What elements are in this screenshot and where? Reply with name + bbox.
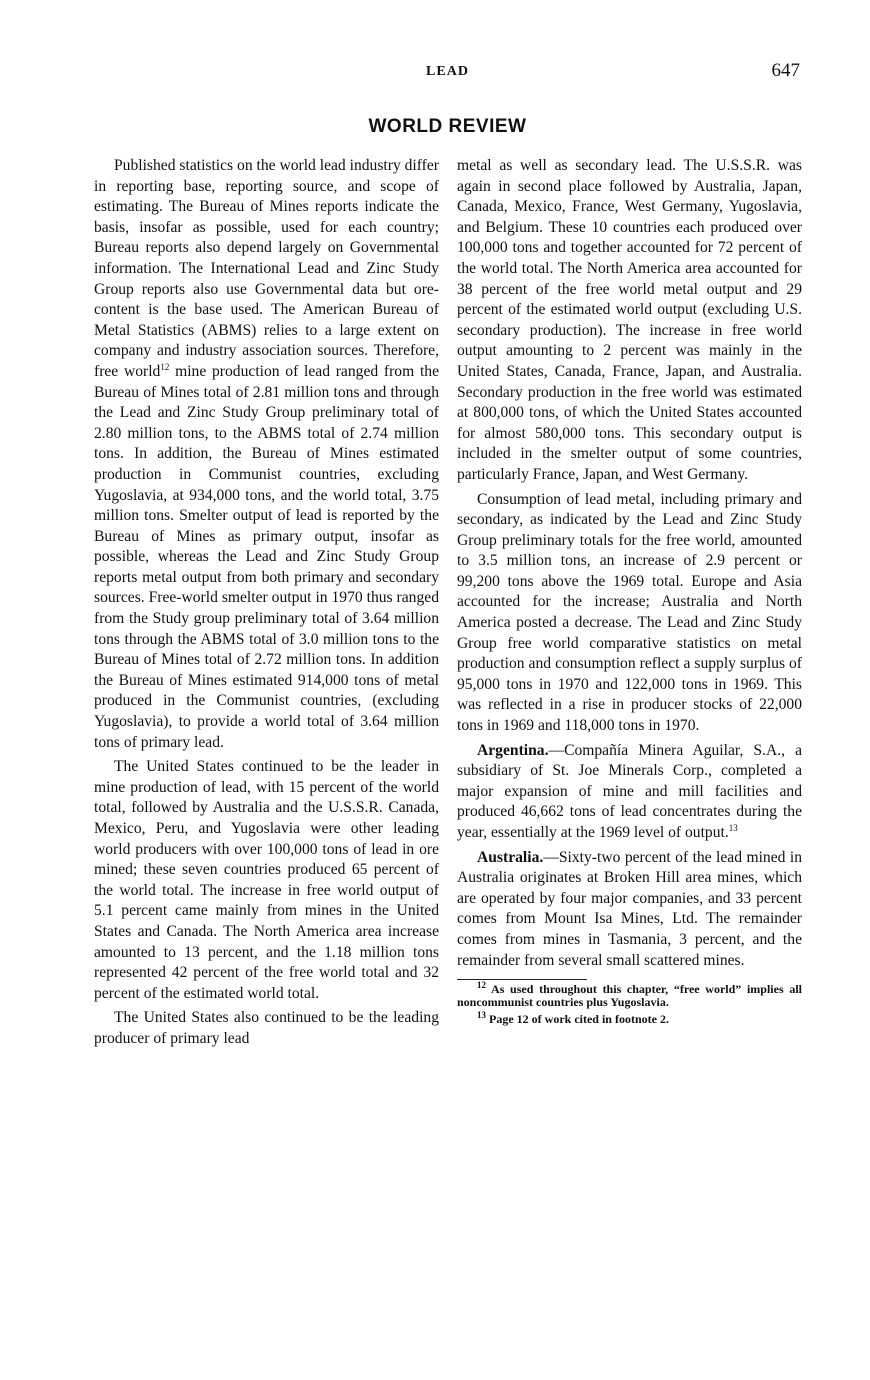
footnote-ref: 13 — [728, 822, 738, 833]
footnote-ref: 12 — [160, 361, 170, 372]
paragraph: The United States continued to be the leader in mine production of lead, with 15 percent of the world total, followed by Australia and the U.S.S.R. Canada, Mexico, Peru, and Yugoslavia were other leading world producers with over 100,000 tons of lead in ore mined; these seven countries produced 65 percent of the world total. The increase in free world output of 5.1 percent came mainly from mines in the United States and Canada. The North America area increase amounted to 13 percent, and the 1.18 million tons represented 42 percent of the free world total and 32 percent of the estimated world total. — [94, 758, 439, 1002]
paragraph-text: Published statistics on the world lead industry differ in reporting base, reporting source, and scope of estimating. The Bureau of Mines reports indicate the basis, insofar as possible, used for each country; Bureau reports also depend largely on Governmental information. The International Lead and Zinc Study Group reports also use Governmental data but ore-content is the base used. The American Bureau of Metal Statistics (ABMS) relies to a large extent on company and industry association sources. Therefore, free world — [94, 157, 439, 380]
paragraph-text: —Compañía Minera Aguilar, S.A., a subsidiary of St. Joe Minerals Corp., completed a major expansion of mine and mill facilities and produced 46,662 tons of lead concentrates during the year, essentially at the 1969 level of output. — [457, 741, 802, 841]
left-column — [94, 156, 439, 1054]
footnote-text: Page 12 of work cited in footnote 2. — [486, 1012, 669, 1027]
running-head: LEAD — [426, 64, 469, 79]
paragraph-text: mine production of lead ranged from the Bureau of Mines total of 2.81 million tons and through the Lead and Zinc Study Group preliminary total of 2.80 million tons, to the ABMS total of 2.74 million tons. In addition, the Bureau of Mines estimated production in Communist countries, excluding Yugoslavia, at 934,000 tons, and the world total, 3.75 million tons. Smelter output of lead is reported by the Bureau of Mines as primary output, insofar as possible, whereas the Lead and Zinc Study Group reports metal output from both primary and secondary sources. Free-world smelter output in 1970 thus ranged from the Study group preliminary total of 3.64 million tons through the ABMS total of 3.0 million tons to the Bureau of Mines total of 2.72 million tons. In addition the Bureau of Mines estimated 914,000 tons of metal produced in the Communist countries, (excluding Yugoslavia), to provide a world total of 3.64 million tons of primary lead. — [94, 362, 440, 751]
footnote-text: As used throughout this chapter, “free world” implies all noncommunist countries plus Yugoslavia. — [457, 982, 802, 1010]
paragraph — [457, 848, 802, 972]
paragraph: Consumption of lead metal, including primary and secondary, as indicated by the Lead and Zinc Study Group preliminary totals for the free world, amounted to 3.5 million tons, an increase of 2.9 percent or 99,200 tons above the 1969 total. Europe and Asia accounted for the increase; Australia and North America posted a decrease. The Lead and Zinc Study Group free world comparative statistics on metal production and consumption reflect a supply surplus of 95,000 tons in 1970 and 122,000 tons in 1969. This was reflected in a rise in producer stocks of 22,000 tons in 1969 and 118,000 tons in 1970. — [457, 490, 802, 735]
paragraph: metal as well as secondary lead. The U.S.S.R. was again in second place followed by Australia, Japan, Canada, Mexico, France, West Germany, Yugoslavia, and Belgium. These 10 countries each produced over 100,000 tons and together accounted for 72 percent of the world total. The North America area accounted for 38 percent of the free world metal output and 29 percent of the estimated world output (excluding U.S. secondary production). The increase in free world output amounting to 2 percent was mainly in the United States, Canada, France, Japan, and Australia. Secondary production in the free world was estimated at 800,000 tons, of which the United States accounted for almost 580,000 tons. This secondary output is included in the smelter output of some countries, particularly France, Japan, and West Germany. — [457, 157, 802, 483]
section-title: WORLD REVIEW — [368, 116, 527, 137]
paragraph: The United States also continued to be the leading producer of primary lead — [94, 1009, 439, 1047]
paragraph — [457, 741, 802, 844]
country-heading: Argentina. — [477, 741, 549, 759]
footnote-mark: 12 — [477, 980, 486, 991]
paragraph — [94, 156, 439, 753]
footnote — [457, 1010, 802, 1027]
country-heading: Australia. — [477, 848, 544, 866]
footnote-mark: 13 — [477, 1010, 486, 1021]
right-column — [457, 156, 802, 1030]
page-number: 647 — [771, 60, 800, 81]
paragraph-text: —Sixty-two percent of the lead mined in Australia originates at Broken Hill area mines, which are operated by four major companies, and 33 percent comes from Mount Isa Mines, Ltd. The remainder comes from mines in Tasmania, 3 percent, and the remainder from several small scattered mines. — [457, 848, 802, 969]
footnote — [457, 980, 802, 1010]
